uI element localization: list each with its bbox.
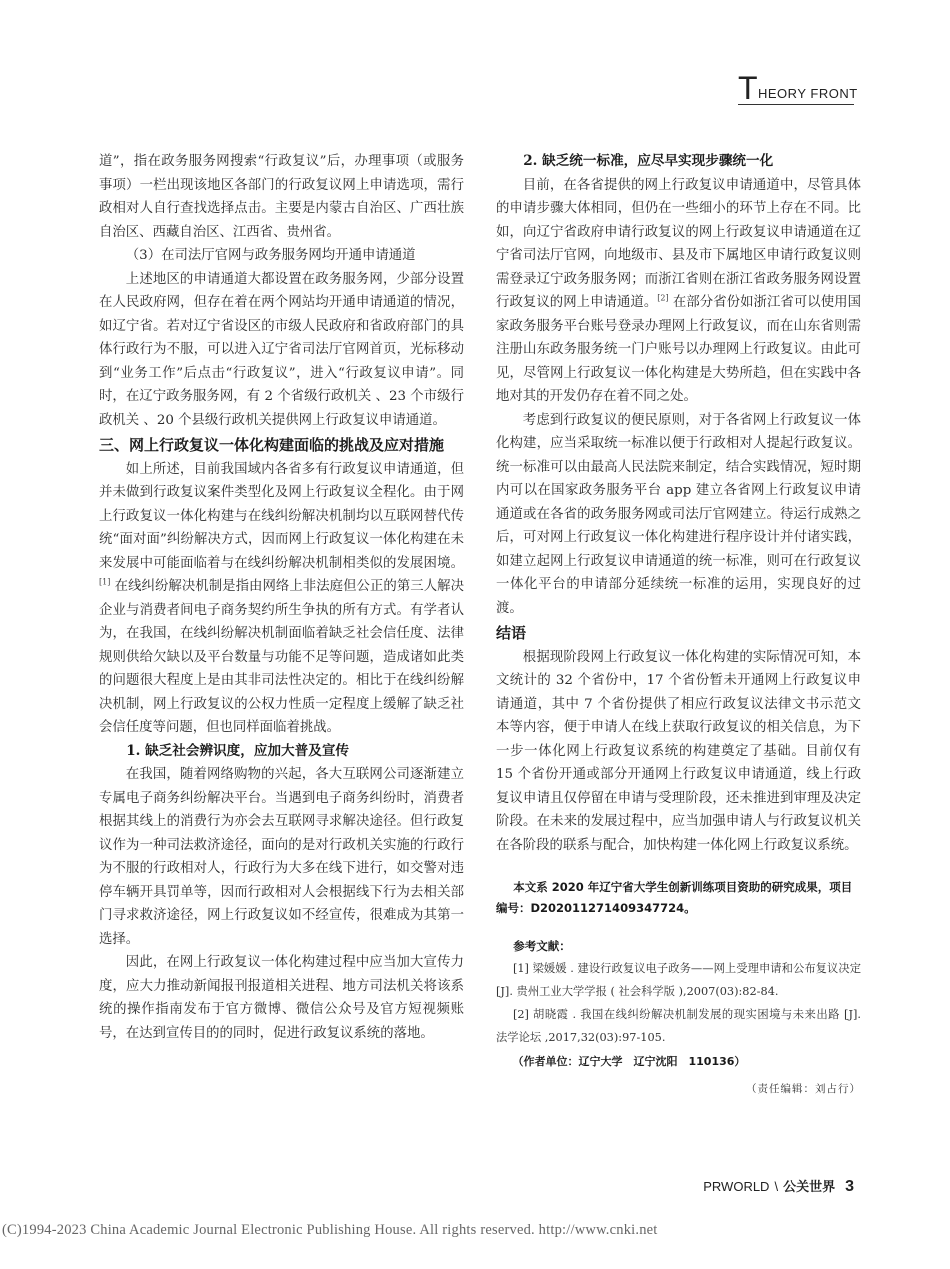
- conclusion-heading: 结语: [496, 624, 527, 642]
- journal-section-logo: [738, 70, 858, 106]
- reference-item: [2] 胡晓霞 . 我国在线纠纷解决机制发展的现实困境与未来出路 [J]. 法学论坛 ,2017,32(03):97-105.: [496, 1008, 861, 1044]
- copyright-watermark: (C)1994-2023 China Academic Journal Electronic Publishing House. All rights reserved. http://www.cnki.net: [2, 1222, 658, 1238]
- page-footer: [703, 1176, 854, 1196]
- paragraph: 道”，指在政务服务网搜索“行政复议”后，办理事项（或服务事项）一栏出现该地区各部门的行政复议网上申请选项，需行政相对人自行查找选择点击。主要是内蒙古自治区、广西壮族自治区、西藏自治区、江西省、贵州省。: [99, 154, 464, 240]
- journal-name-en: PRWORLD: [703, 1179, 770, 1194]
- page-number: 3: [845, 1178, 854, 1195]
- paragraph: （3）在司法厅官网与政务服务网均开通申请通道: [125, 248, 416, 263]
- subsection-heading: 2. 缺乏统一标准，应尽早实现步骤统一化: [523, 153, 774, 169]
- funding-note: 本文系 2020 年辽宁省大学生创新训练项目资助的研究成果，项目编号：D202011271409347724。: [496, 880, 853, 915]
- paragraph: 根据现阶段网上行政复议一体化构建的实际情况可知，本文统计的 32 个省份中，17 个省份暂未开通网上行政复议申请通道，其中 7 个省份提供了相应行政复议法律文书示范文本等内容，便于申请人在线上获取行政复议的相关信息，为下一步一体化网上行政复议系统的构建奠定了基础。目前仅有 15 个省份开通或部分开通网上行政复议申请通道，线上行政复议申请且仅停留在申请与受理阶段，还未推进到审理及决定阶段。在未来的发展过程中，应当加强申请人与行政复议机关在各阶段的联系与配合，加快构建一体化网上行政复议系统。: [496, 649, 861, 853]
- logo-initial: T: [738, 70, 758, 106]
- reference-item: [1] 梁媛媛 . 建设行政复议电子政务——网上受理申请和公布复议决定 [J]. 贵州工业大学学报 ( 社会科学版 ),2007(03):82-84.: [496, 962, 861, 998]
- paragraph: 目前，在各省提供的网上行政复议申请通道中，尽管具体的申请步骤大体相同，但仍在一些细小的环节上存在不同。比如，向辽宁省政府申请行政复议的网上行政复议申请通道在辽宁省司法厅官网，向地级市、县及市下属地区申请行政复议则需登录辽宁政务服务网；而浙江省则在浙江省政务服务网设置行政复议的网上申请通道。[2] 在部分省份如浙江省可以使用国家政务服务平台账号登录办理网上行政复议，而在山东省则需注册山东政务服务统一门户账号以办理网上行政复议。由此可见，尽管网上行政复议一体化构建是大势所趋，但在实践中各地对其的开发仍存在着不同之处。: [496, 177, 861, 404]
- responsible-editor: （责任编辑：刘占行）: [746, 1083, 861, 1095]
- section-heading: 三、网上行政复议一体化构建面临的挑战及应对措施: [99, 436, 445, 454]
- subsection-heading: 1. 缺乏社会辨识度，应加大普及宣传: [126, 742, 350, 759]
- paragraph: 因此，在网上行政复议一体化构建过程中应当加大宣传力度，应大力推动新闻报刊报道相关进程、地方司法机关将该系统的操作指南发布于官方微博、微信公众号及官方短视频账号，在达到宣传目的的同时，促进行政复议系统的落地。: [99, 955, 464, 1041]
- footer-separator: \: [774, 1179, 779, 1194]
- logo-text: HEORY FRONT: [758, 86, 858, 101]
- paragraph: 如上所述，目前我国域内各省多有行政复议申请通道，但并未做到行政复议案件类型化及网上行政复议全程化。由于网上行政复议一体化构建与在线纠纷解决机制均以互联网替代传统“面对面”纠纷解决方式，因而网上行政复议一体化构建在未来发展中可能面临着与在线纠纷解决机制相类似的发展困境。[1] 在线纠纷解决机制是指由网络上非法庭但公正的第三人解决企业与消费者间电子商务契约所生争执的所有方式。有学者认为，在我国，在线纠纷解决机制面临着缺乏社会信任度、法律规则供给欠缺以及平台数量与功能不足等问题，造成诸如此类的问题很大程度上是由其非司法性决定的。相比于在线纠纷解决机制，网上行政复议的公权力性质一定程度上缓解了缺乏社会信任度等问题，但也同样面临着挑战。: [99, 461, 464, 735]
- journal-name-cn: 公关世界: [783, 1179, 836, 1194]
- paragraph: 考虑到行政复议的便民原则，对于各省网上行政复议一体化构建，应当采取统一标准以便于行政相对人提起行政复议。统一标准可以由最高人民法院来制定，结合实践情况，短时期内可以在国家政务服务平台 app 建立各省网上行政复议申请通道或在各省的政务服务网或司法厅官网建立。待运行成熟之后，可对网上行政复议一体化构建进行程序设计并付诸实践，如建立起网上行政复议申请通道的统一标准，则可在行政复议一体化平台的申请部分延续统一标准的运用，实现良好的过渡。: [496, 412, 861, 616]
- references-title: 参考文献：: [513, 939, 571, 953]
- paragraph: 上述地区的申请通道大都设置在政务服务网，少部分设置在人民政府网，但存在着在两个网站均开通申请通道的情况，如辽宁省。若对辽宁省设区的市级人民政府和省政府部门的具体行政行为不服，可以进入辽宁省司法厅官网首页，光标移动到“业务工作”后点击“行政复议”，进入“行政复议申请”。同时，在辽宁政务服务网，有 2 个省级行政机关 、23 个市级行政机关 、20 个县级行政机关提供网上行政复议申请通道。: [99, 271, 464, 428]
- right-column: [496, 150, 861, 1099]
- author-affiliation: （作者单位：辽宁大学 辽宁沈阳 110136）: [512, 1055, 746, 1068]
- paragraph: 在我国，随着网络购物的兴起，各大互联网公司逐渐建立专属电子商务纠纷解决平台。当遇到电子商务纠纷时，消费者根据其线上的消费行为亦会去互联网寻求解决途径。但行政复议作为一种司法救济途径，面向的是对行政机关实施的行政行为不服的行政相对人，行政行为大多在线下进行，如交警对违停车辆开具罚单等，因而行政相对人会根据线下行为去相关部门寻求救济途径，网上行政复议如不经宣传，很难成为其第一选择。: [99, 767, 464, 947]
- citation-marker: [1]: [99, 577, 111, 587]
- left-column: [99, 150, 464, 1045]
- citation-marker: [2]: [657, 293, 669, 303]
- logo-underline: [738, 104, 854, 105]
